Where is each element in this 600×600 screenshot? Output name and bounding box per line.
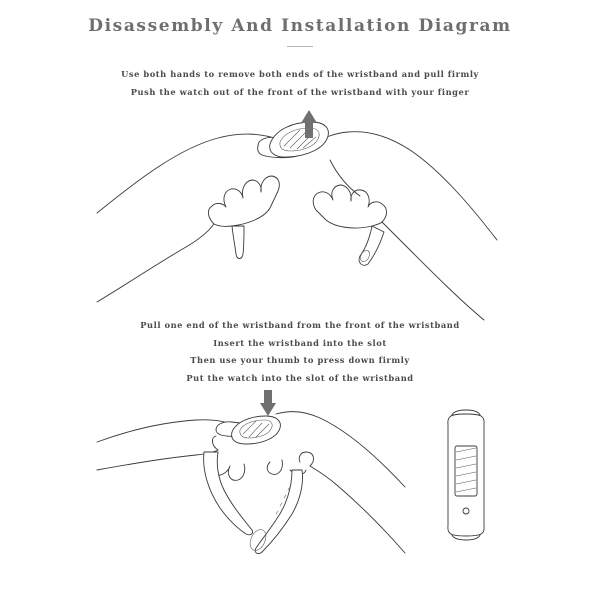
- right-fingers-2: [267, 452, 313, 475]
- band-left-side: [204, 452, 253, 535]
- step-1-line-1: Use both hands to remove both ends of the wristband and pull firmly: [121, 69, 479, 79]
- step-2-line-4: Put the watch into the slot of the wristband: [186, 373, 414, 383]
- step-1-line-2: Push the watch out of the front of the wristband with your finger: [130, 87, 470, 97]
- press-down-arrow-icon: [260, 390, 276, 416]
- step-2-line-1: Pull one end of the wristband from the front of the wristband: [140, 320, 460, 330]
- page-title: Disassembly And Installation Diagram: [88, 16, 512, 36]
- right-forearm-lower-line-2: [310, 466, 405, 553]
- step-2-line-3: Then use your thumb to press down firmly: [190, 355, 410, 365]
- step-2-line-2: Insert the wristband into the slot: [213, 338, 387, 348]
- watch-module-2: [232, 416, 281, 444]
- watch-button: [463, 508, 469, 514]
- assembled-band-icon: [448, 410, 484, 540]
- band-right-side: [255, 470, 302, 554]
- left-forearm-lower-line-2: [97, 450, 218, 470]
